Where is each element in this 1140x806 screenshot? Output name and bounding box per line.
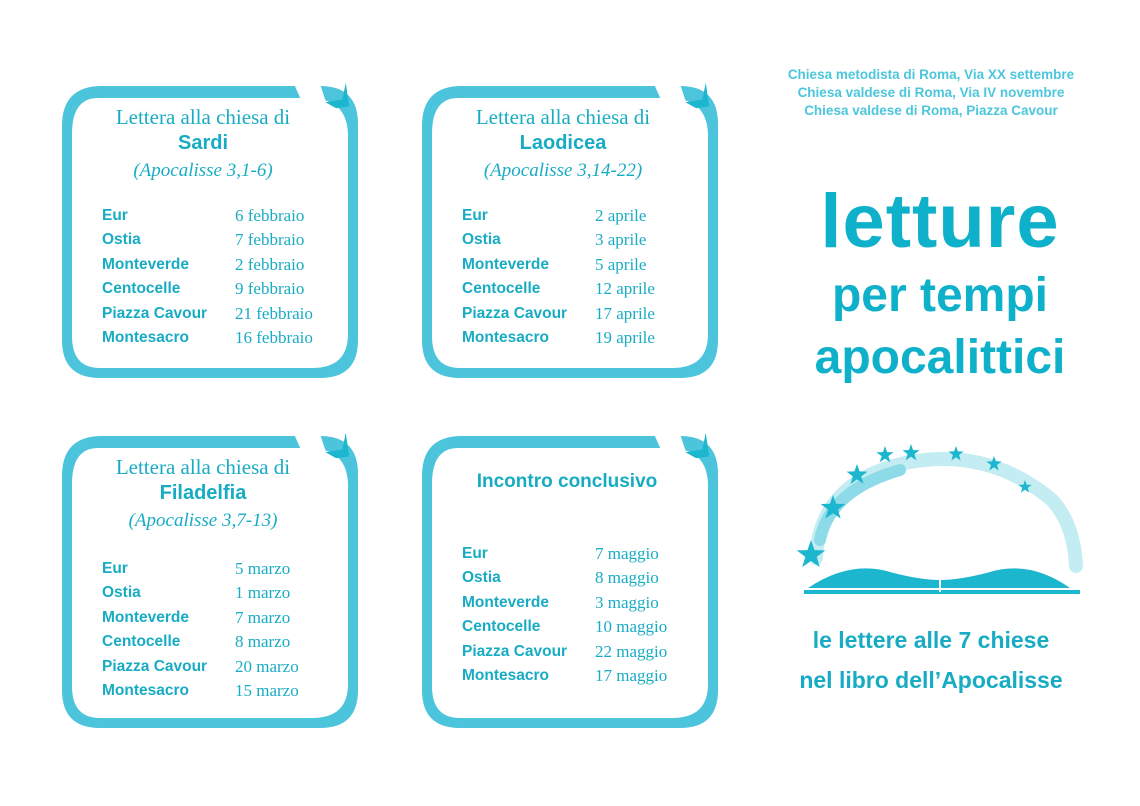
date-label: 7 febbraio (235, 230, 305, 250)
date-label: 12 aprile (595, 279, 655, 299)
church-name: Filadelfia (159, 482, 247, 504)
schedule-row (102, 326, 342, 350)
church-name: Sardi (177, 132, 229, 154)
schedule-row (462, 302, 702, 326)
address-line: Chiesa valdese di Roma, Via IV novembre (797, 85, 1065, 100)
date-label: 17 aprile (595, 303, 655, 323)
schedule-row (462, 640, 702, 664)
church-name: Laodicea (519, 132, 607, 154)
schedule-row (462, 591, 702, 615)
schedule-row (102, 277, 342, 301)
place-label: Montesacro (462, 666, 549, 684)
place-label: Eur (102, 560, 128, 577)
place-label: Monteverde (102, 608, 189, 626)
date-label: 22 maggio (595, 641, 668, 661)
place-label: Centocelle (462, 280, 541, 298)
card-sardi (58, 78, 358, 378)
place-label: Montesacro (102, 681, 189, 699)
main-title-line2: per tempi (831, 269, 1049, 322)
date-label: 9 febbraio (235, 279, 305, 299)
schedule-list (462, 204, 702, 350)
schedule-row (462, 566, 702, 590)
place-label: Eur (462, 545, 488, 562)
schedule-row (462, 664, 702, 688)
date-label: 6 febbraio (235, 206, 305, 225)
date-label: 3 maggio (595, 592, 659, 612)
place-label: Ostia (462, 569, 501, 587)
scripture-reference: (Apocalisse 3,1-6) (133, 160, 273, 181)
place-label: Centocelle (462, 618, 541, 636)
schedule-list (102, 204, 342, 350)
subtitle-line1: le lettere alle 7 chiese (812, 627, 1050, 653)
date-label: 7 maggio (595, 544, 659, 563)
place-label: Montesacro (102, 328, 189, 346)
main-title-line3: apocalittici (814, 331, 1066, 384)
place-label: Centocelle (102, 280, 181, 298)
schedule-row (102, 557, 342, 581)
schedule-row (102, 302, 342, 326)
schedule-row (462, 542, 702, 566)
schedule-row (102, 204, 342, 228)
schedule-row (102, 606, 342, 630)
place-label: Centocelle (102, 633, 181, 651)
place-label: Piazza Cavour (462, 642, 568, 660)
date-label: 2 aprile (595, 206, 647, 225)
scripture-reference: (Apocalisse 3,14-22) (483, 160, 643, 181)
place-label: Monteverde (462, 255, 549, 273)
card-heading: Lettera alla chiesa di (475, 105, 651, 129)
place-label: Piazza Cavour (102, 657, 208, 675)
schedule-list (102, 557, 342, 703)
schedule-row (462, 615, 702, 639)
card-heading: Lettera alla chiesa di (115, 105, 291, 129)
date-label: 3 aprile (595, 230, 647, 250)
place-label: Monteverde (102, 255, 189, 273)
date-label: 5 marzo (235, 559, 291, 578)
date-label: 8 marzo (235, 632, 291, 652)
closing-title: Incontro conclusivo (476, 471, 658, 492)
date-label: 20 marzo (235, 656, 299, 676)
place-label: Monteverde (462, 593, 549, 611)
schedule-row (462, 326, 702, 350)
schedule-row (462, 253, 702, 277)
subtitle-line2: nel libro dell’Apocalisse (799, 667, 1063, 693)
scripture-reference: (Apocalisse 3,7-13) (128, 510, 278, 531)
date-label: 21 febbraio (235, 303, 313, 323)
address-line: Chiesa metodista di Roma, Via XX settembre (787, 67, 1075, 82)
schedule-row (102, 655, 342, 679)
place-label: Piazza Cavour (102, 304, 208, 322)
card-laodicea (418, 78, 718, 378)
schedule-row (102, 253, 342, 277)
card-filadelfia (58, 428, 358, 728)
place-label: Ostia (462, 231, 501, 249)
schedule-row (102, 630, 342, 654)
date-label: 2 febbraio (235, 254, 305, 274)
schedule-row (462, 228, 702, 252)
place-label: Ostia (102, 584, 141, 602)
date-label: 17 maggio (595, 665, 668, 685)
date-label: 10 maggio (595, 617, 668, 637)
card-closing (418, 428, 718, 728)
date-label: 19 aprile (595, 327, 655, 347)
date-label: 7 marzo (235, 607, 291, 627)
open-book-icon (790, 440, 1090, 600)
church-addresses (760, 66, 1102, 120)
address-line: Chiesa valdese di Roma, Piazza Cavour (804, 103, 1058, 118)
schedule-row (462, 204, 702, 228)
card-heading: Lettera alla chiesa di (115, 455, 291, 479)
schedule-row (102, 679, 342, 703)
date-label: 15 marzo (235, 680, 299, 700)
schedule-list (462, 542, 702, 688)
schedule-row (102, 228, 342, 252)
place-label: Piazza Cavour (462, 304, 568, 322)
date-label: 8 maggio (595, 568, 659, 588)
place-label: Ostia (102, 231, 141, 249)
place-label: Montesacro (462, 328, 549, 346)
place-label: Eur (462, 207, 488, 224)
date-label: 1 marzo (235, 583, 291, 603)
schedule-row (462, 277, 702, 301)
date-label: 5 aprile (595, 254, 647, 274)
main-title-line1: letture (820, 179, 1060, 264)
place-label: Eur (102, 207, 128, 224)
schedule-row (102, 581, 342, 605)
date-label: 16 febbraio (235, 327, 313, 347)
